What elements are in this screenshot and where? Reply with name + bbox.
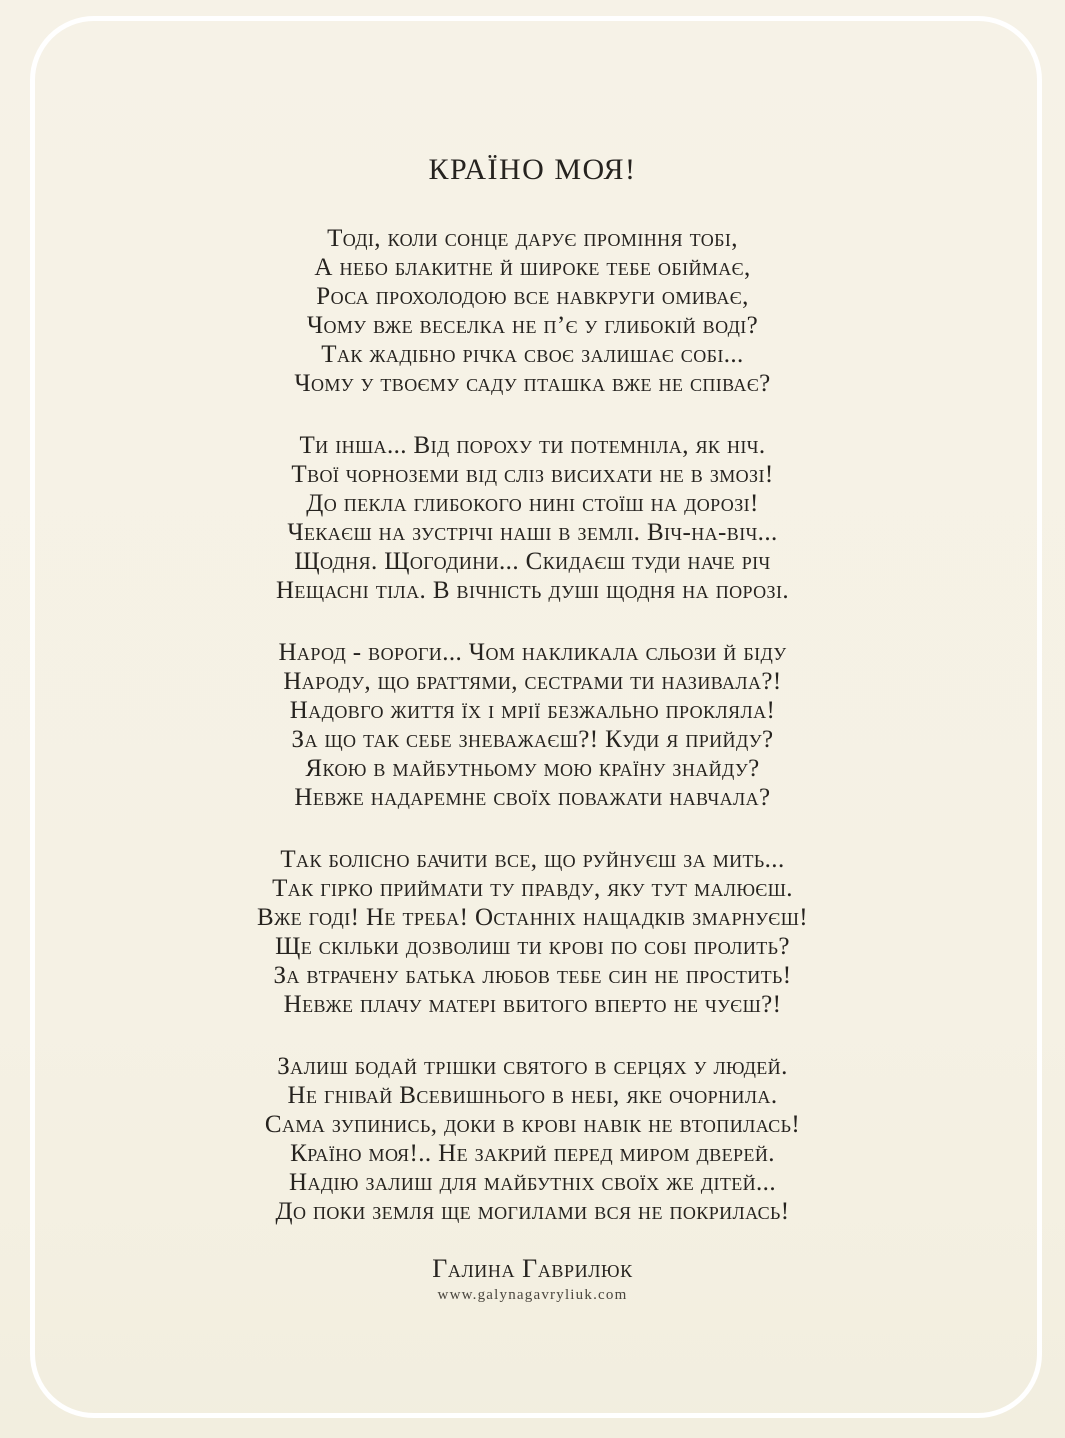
poem-stanza-2 [0,431,1065,605]
poem-line: За втрачену батька любов тебе син не простить! [273,962,792,989]
poem-stanza-3 [0,638,1065,812]
poem-line: Чекаєш на зустрічі наші в землі. Віч-на-віч... [287,519,778,546]
poem-stanza-1 [0,224,1065,398]
poem-line: Роса прохолодою все навкруги омиває, [316,283,749,310]
poem-line: Невже надаремне своїх поважати навчала? [294,784,771,811]
poem-line: Тоді, коли сонце дарує проміння тобі, [327,225,738,252]
poem-line: До пекла глибокого нині стоїш на дорозі! [306,490,759,517]
poem-line: Ти інша... Від пороху ти потемніла, як ніч. [299,432,766,459]
poem-line: За що так себе зневажаєш?! Куди я прийду? [291,726,774,753]
poem-stanza-4 [0,845,1065,1019]
poem-line: Невже плачу матері вбитого вперто не чуєш?! [283,991,782,1018]
poem-line: До поки земля ще могилами вся не покрилась! [275,1198,790,1225]
poem-line: Нещасні тіла. В вічність душі щодня на порозі. [275,577,790,604]
website-url: www.galynagavryliuk.com [437,1287,628,1303]
author-name: Галина Гаврилюк [432,1254,633,1283]
poem-line: Так болісно бачити все, що руйнуєш за мить... [280,846,785,873]
poem-line: Вже годі! Не треба! Останніх нащадків змарнуєш! [257,904,808,931]
poem-line: Твої чорноземи від сліз висихати не в змозі! [291,461,774,488]
poem-stanza-5 [0,1052,1065,1226]
poem-line: Так жадібно річка своє залишає собі... [321,341,744,368]
poem-line: Так гірко приймати ту правду, яку тут малюєш. [272,875,793,902]
poem-line: Надовго життя їх і мрії безжально прокляла! [289,697,776,724]
poem-line: Щодня. Щогодини... Скидаєш туди наче річ [294,548,771,575]
poem-title: КРАЇНО МОЯ! [428,153,637,186]
poem-line: Чому вже веселка не п’є у глибокій воді? [306,312,759,339]
poem-line: Народ - вороги... Чом накликала сльози й біду [278,639,787,666]
poem-line: Народу, що браттями, сестрами ти називала?! [283,668,782,695]
poem-line: Країно моя!.. Не закрий перед миром дверей. [290,1140,775,1167]
poem-line: Надію залиш для майбутніх своїх же дітей... [289,1169,776,1196]
poem-line: А небо блакитне й широке тебе обіймає, [314,254,751,281]
poem-line: Не гнівай Всевишнього в небі, яке очорнила. [287,1082,778,1109]
poem-line: Якою в майбутньому мою країну знайду? [305,755,760,782]
poem-line: Ще скільки дозволиш ти крові по собі пролить? [275,933,790,960]
poem-line: Залиш бодай трішки святого в серцях у людей. [277,1053,788,1080]
poem-line: Чому у твоєму саду пташка вже не співає? [294,370,771,397]
poem-line: Сама зупинись, доки в крові навік не втопилась! [264,1111,801,1138]
